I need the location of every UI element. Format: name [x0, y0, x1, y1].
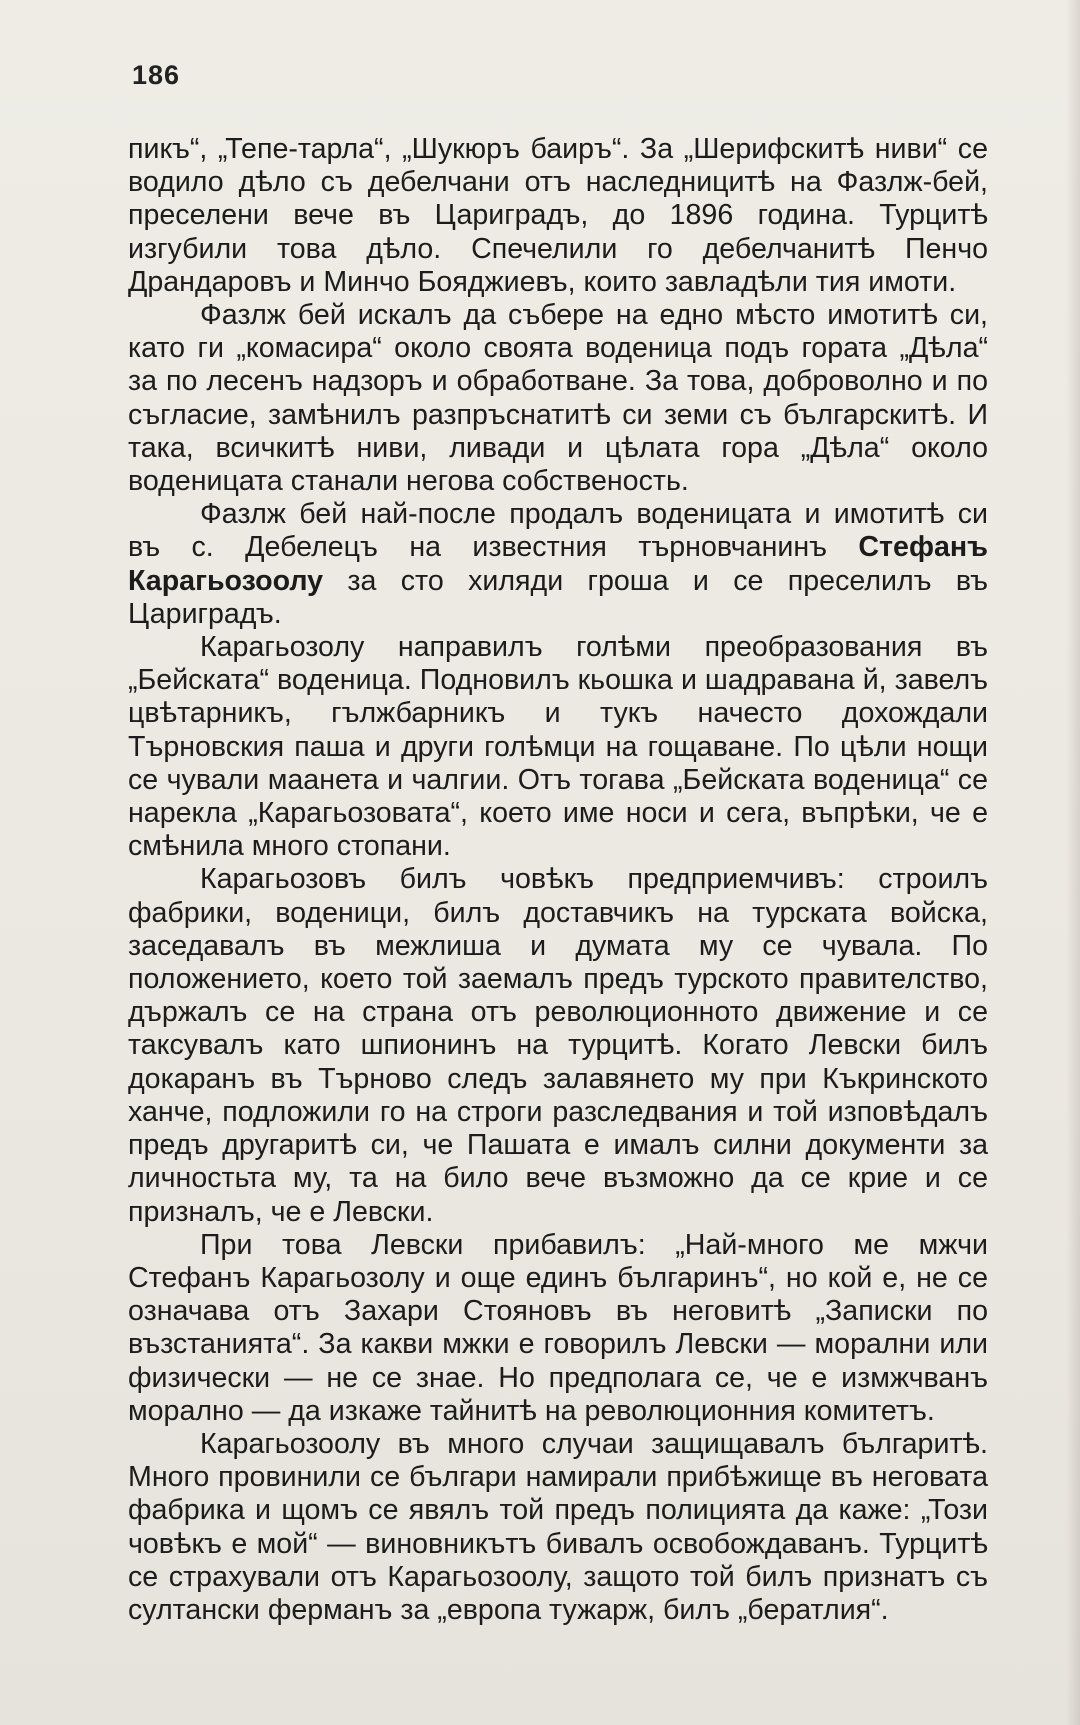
paragraph-3-text-after: за сто хиляди гроша и се преселилъ въ Цариградъ.: [128, 564, 988, 630]
paragraph-4: Карагьозолу направилъ голѣми преобразования въ „Бейската“ воденица. Подновилъ кьошка и шадравана й, завелъ цвѣтарникъ, гължбарникъ и тукъ начесто дохождали Търновския паша и други голѣмци на гощаване. По цѣли нощи се чували маанета и чалгии. Отъ тогава „Бейската воденица“ се нарекла „Карагьозовата“, което име носи и сега, въпрѣки, че е смѣнила много стопани.: [128, 631, 988, 863]
paragraph-2: Фазлж бей искалъ да събере на едно мѣсто имотитѣ си, като ги „комасира“ около своята воденица подъ гората „Дѣла“ за по лесенъ надзоръ и обработване. За това, доброволно и по съгласие, замѣнилъ разпръснатитѣ си земи съ българскитѣ. И така, всичкитѣ ниви, ливади и цѣлата гора „Дѣла“ около воденицата станали негова собственость.: [128, 299, 988, 498]
paragraph-5: Карагьозовъ билъ човѣкъ предприемчивъ: строилъ фабрики, воденици, билъ доставчикъ на турската войска, заседавалъ въ межлиша и думата му се чувала. По положението, което той заемалъ предъ турското правителство, държалъ се на страна отъ революционното движение и се таксувалъ като шпионинъ на турцитѣ. Когато Левски билъ докаранъ въ Търново следъ залавянето му при Къкринското ханче, подложили го на строги разследвания и той изповѣдалъ предъ другаритѣ си, че Пашата е ималъ силни документи за личностьта му, та на било вече възможно да се крие и се призналъ, че е Левски.: [128, 863, 988, 1228]
paragraph-7: Карагьозоолу въ много случаи защищавалъ българитѣ. Много провинили се българи намирали прибѣжище въ неговата фабрика и щомъ се явялъ той предъ полицията да каже: „Този човѣкъ е мой“ — виновникътъ бивалъ освобождаванъ. Турцитѣ се страхували отъ Карагьозоолу, защото той билъ признатъ съ султански ферманъ за „европа тужарж, билъ „бератлия“.: [128, 1427, 988, 1626]
paragraph-6: При това Левски прибавилъ: „Най-много ме мжчи Стефанъ Карагьозолу и още единъ българинъ“, но кой е, не се означава отъ Захари Стояновъ въ неговитѣ „Записки по възстанията“. За какви мжки е говорилъ Левски — морални или физически — не се знае. Но предполага се, че е измжчванъ морално — да изкаже тайнитѣ на революционния комитетъ.: [128, 1228, 988, 1427]
paragraph-3-text-before: Фазлж бей най-после продалъ воденицата и имотитѣ си въ с. Дебелецъ на известния търновчанинъ: [128, 498, 988, 564]
paragraph-3: [128, 498, 988, 631]
body-text: [128, 133, 988, 1627]
page-edge-shadow: [1066, 0, 1080, 1725]
paragraph-3-bold-name: Стефанъ Карагьозоолу: [128, 531, 988, 597]
paragraph-1: пикъ“, „Тепе-тарла“, „Шукюръ баиръ“. За „Шерифскитѣ ниви“ се водило дѣло съ дебелчани отъ наследницитѣ на Фазлж-бей, преселени вече въ Цариградъ, до 1896 година. Турцитѣ изгубили това дѣло. Спечелили го дебелчанитѣ Пенчо Драндаровъ и Минчо Бояджиевъ, които завладѣли тия имоти.: [128, 133, 988, 298]
page-number: 186: [132, 60, 181, 90]
